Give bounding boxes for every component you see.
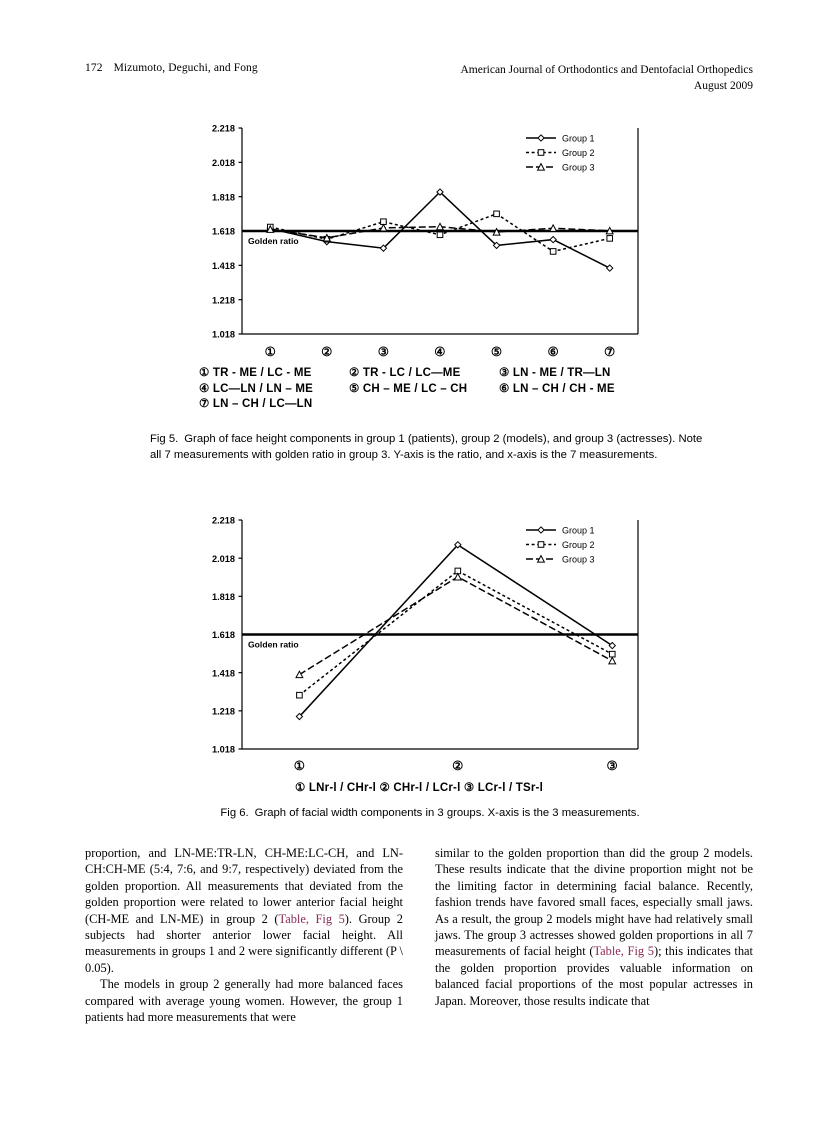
figure-6-measurement-key: [194, 781, 644, 797]
body-text-run: The models in group 2 generally had more balanced faces compared with average young women. However, the group 1 patients had more measurements that were: [85, 977, 403, 1025]
x-axis-tick-label: ⑤: [490, 345, 503, 359]
data-point-marker: [550, 236, 556, 242]
body-text-run: ); this indicates that the golden proportion provides valuable information on balanced facial proportions of the most popular actresses in Japan. Moreover, those results indicate that: [435, 944, 754, 1008]
figure-5: [0, 120, 838, 413]
figure-5-caption-label: Fig 5.: [150, 433, 179, 445]
figure-6-plot: [194, 512, 644, 757]
data-point-marker: [538, 542, 544, 548]
figure-5-axis-numbers: [194, 344, 644, 360]
body-paragraph: [85, 976, 403, 1025]
data-point-marker: [494, 211, 500, 217]
legend-label: Group 1: [562, 133, 595, 144]
x-axis-tick-label: ③: [377, 345, 390, 359]
figure-6-xtick-labels: [194, 758, 644, 774]
data-point-marker: [609, 651, 615, 657]
chart-legend: [526, 134, 595, 173]
x-axis-tick-label: ①: [264, 345, 276, 359]
body-paragraph: [435, 845, 753, 1009]
measurement-key-item: ③ LN - ME / TR—LN: [499, 367, 611, 379]
x-axis-tick-label: ⑦: [604, 345, 616, 359]
y-axis-tick-label: 2.218: [212, 123, 235, 134]
running-head-right: [460, 62, 753, 94]
data-point-marker: [454, 573, 461, 580]
data-point-marker: [609, 657, 616, 664]
body-text-run: similar to the golden proportion than did the group 2 models. These results indicate that the divine proportion might not be the limiting factor in determining facial balance. Recently, fashion trends have favored small faces, especially small jaws. As a result, the group 2 models might have had relatively small jaws. The group 3 actresses showed golden proportions in all 7 measurements of facial height (: [435, 846, 753, 959]
figure-6-axis-numbers: [194, 758, 644, 774]
body-paragraph: [85, 845, 403, 976]
measurement-key-row: [199, 382, 649, 398]
author-list: Mizumoto, Deguchi, and Fong: [113, 62, 258, 74]
figure-5-chart: [194, 120, 644, 342]
x-axis-tick-label: ②: [452, 759, 464, 773]
legend-label: Group 1: [562, 525, 595, 536]
figure-6-chart: [194, 512, 644, 757]
journal-title: American Journal of Orthodontics and Dentofacial Orthopedics: [460, 64, 753, 76]
y-axis-tick-label: 1.418: [212, 668, 235, 679]
series-2: [297, 568, 615, 698]
data-point-marker: [297, 692, 303, 698]
measurement-key-item: ⑦ LN – CH / LC—LN: [199, 398, 313, 410]
golden-ratio-label: Golden ratio: [248, 236, 299, 246]
y-axis-tick-label: 1.818: [212, 192, 235, 203]
measurement-key-row: [199, 397, 649, 413]
legend-label: Group 2: [562, 540, 595, 550]
measurement-key-row: [199, 366, 649, 382]
figure-5-measurement-key: [189, 366, 649, 413]
y-axis-tick-label: 1.618: [212, 226, 235, 237]
measurement-key-item: ④ LC—LN / LN – ME: [199, 382, 314, 395]
page-number: 172: [85, 62, 103, 74]
figure-5-caption: [150, 432, 710, 463]
x-axis-tick-label: ③: [606, 759, 618, 773]
cross-reference-link[interactable]: Table, Fig 5: [593, 944, 654, 959]
data-point-marker: [296, 671, 303, 678]
measurement-key-item: ① TR - ME / LC - ME: [199, 367, 312, 379]
running-head: [85, 62, 753, 96]
measurement-key-inline: ① LNr-l / CHr-l ② CHr-l / LCr-l ③ LCr-l / TSr-l: [295, 782, 543, 794]
legend-label: Group 3: [562, 554, 595, 565]
body-column-right: [435, 845, 753, 1009]
y-axis-tick-label: 1.218: [212, 706, 235, 717]
y-axis-tick-label: 1.418: [212, 260, 235, 271]
y-axis-tick-label: 2.018: [212, 553, 235, 564]
series-line: [299, 577, 612, 675]
y-axis-tick-label: 1.618: [212, 630, 235, 641]
body-column-left: [85, 845, 403, 1025]
measurement-key-item: ⑥ LN – CH / CH - ME: [499, 382, 615, 395]
y-axis-tick-label: 1.018: [212, 329, 235, 340]
data-point-marker: [538, 527, 544, 533]
y-axis-tick-label: 1.018: [212, 744, 235, 755]
x-axis-tick-label: ④: [434, 345, 446, 359]
figure-5-plot: [194, 120, 644, 342]
y-axis-tick-label: 1.218: [212, 295, 235, 306]
cross-reference-link[interactable]: Table, Fig 5: [278, 911, 345, 926]
legend-label: Group 2: [562, 148, 595, 158]
series-2: [267, 211, 612, 254]
data-point-marker: [607, 265, 613, 271]
figure-6-caption-label: Fig 6.: [220, 807, 249, 819]
x-axis-tick-label: ①: [293, 759, 306, 773]
issue-date: August 2009: [693, 80, 753, 92]
y-axis-tick-label: 1.818: [212, 591, 235, 602]
body-text-run: ). Group 2 subjects had shorter anterior lower facial height. All measurements in groups 1 and 2 were significantly different (P \ 0.05).: [85, 911, 403, 975]
measurement-key-item: ⑤ CH – ME / LC – CH: [349, 382, 468, 395]
golden-ratio-label: Golden ratio: [248, 639, 299, 650]
x-axis-tick-label: ⑥: [547, 345, 559, 359]
legend-label: Group 3: [562, 162, 595, 173]
series-line: [299, 571, 612, 695]
data-point-marker: [437, 232, 443, 238]
measurement-key-item: ② TR - LC / LC—ME: [349, 367, 461, 379]
series-3: [296, 573, 616, 677]
x-axis-tick-label: ②: [321, 345, 333, 359]
y-axis-tick-label: 2.218: [212, 515, 235, 526]
data-point-marker: [607, 236, 613, 242]
body-text-run: proportion, and LN-ME:TR-LN, CH-ME:LC-CH, and LN-CH:CH-ME (5:4, 7:6, and 9:7, respectively) deviated from the golden proportion. All measurements that deviated from the golden proportion were related to lower anterior facial height (CH-ME and LN-ME) in group 2 (: [85, 846, 403, 926]
figure-5-xtick-labels: [194, 344, 644, 360]
figure-6-caption-text: Graph of facial width components in 3 groups. X-axis is the 3 measurements.: [254, 807, 640, 819]
data-point-marker: [538, 135, 544, 141]
figure-5-caption-text: Graph of face height components in group 1 (patients), group 2 (models), and group 3 (actresses). Note all 7 measurements with golden ratio in group 3. Y-axis is the ratio, and x-axis is the 7 measurements.: [150, 433, 703, 461]
data-point-marker: [538, 150, 544, 156]
figure-6-caption: [150, 806, 710, 822]
body-text: [85, 845, 753, 1060]
chart-legend: [526, 526, 595, 565]
running-head-left: [85, 62, 258, 74]
data-point-marker: [550, 249, 556, 255]
y-axis-tick-label: 2.018: [212, 157, 235, 168]
figure-6: [0, 512, 838, 797]
